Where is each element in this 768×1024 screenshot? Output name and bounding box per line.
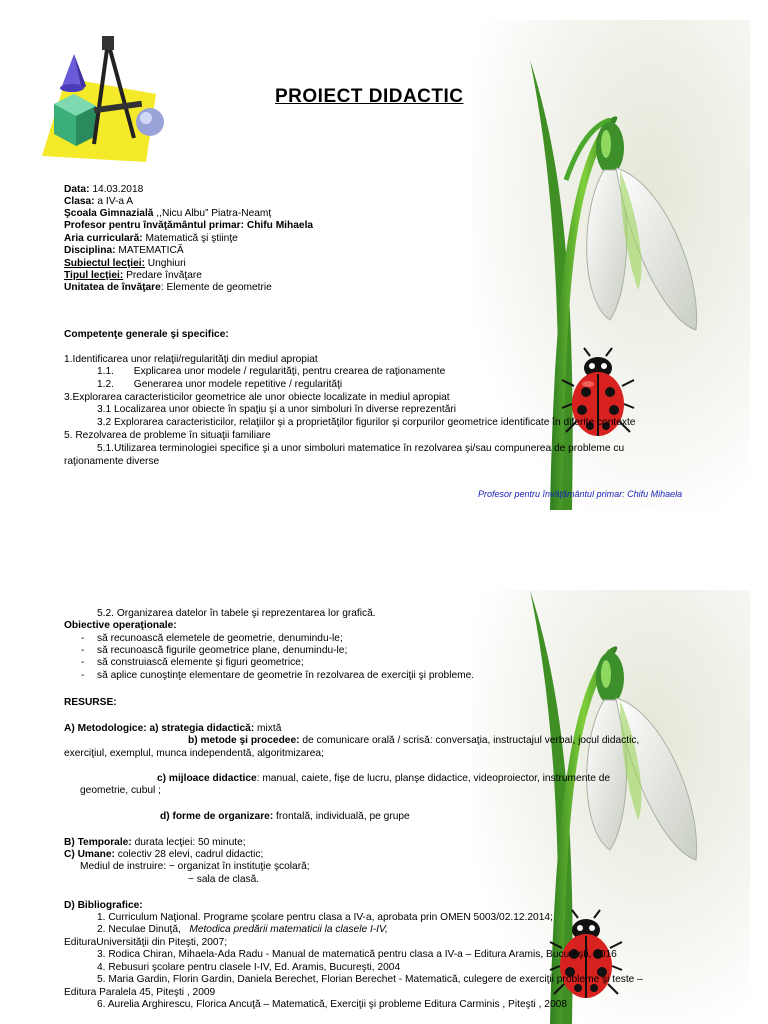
- field-lesson-type: Tipul lecţiei: Predare învăţare: [64, 270, 202, 281]
- organization-forms-line: d) forme de organizare: frontală, individuală, pe grupe: [160, 811, 410, 822]
- environment-line: Mediul de instruire: ~ organizat în instituţie şcolară;: [80, 861, 310, 872]
- page-2: [0, 512, 768, 1024]
- field-discipline: Disciplina: MATEMATICĂ: [64, 245, 184, 256]
- objective-item: - să recunoască figurile geometrice plane, denumindu-le;: [97, 645, 347, 657]
- field-class: Clasa: a IV-a A: [64, 196, 134, 207]
- methods-line: b) metode şi procedee: de comunicare orală / scrisă: conversaţia, instructajul verbal, jocul didactic,: [188, 735, 640, 746]
- human-line: C) Umane: colectiv 28 elevi, cadrul didactic;: [64, 849, 264, 860]
- bibliography-item: 4. Rebusuri şcolare pentru clasele I-IV, Ed. Aramis, Bucureşti, 2004: [97, 962, 401, 973]
- competence-item: 5. Rezolvarea de probleme în situaţii familiare: [64, 430, 271, 441]
- competence-item: 5.2. Organizarea datelor în tabele şi reprezentarea lor grafică.: [97, 608, 376, 619]
- bibliography-item: 2. Neculae Dinuţă, Metodica predării matematicii la clasele I-IV,: [97, 924, 388, 935]
- competence-item: 1.Identificarea unor relaţii/regularităţi din mediul apropiat: [64, 354, 318, 365]
- field-curricular-area: Aria curriculară: Matematică şi ştiinţe: [64, 233, 238, 244]
- field-subject: Subiectul lecţiei: Unghiuri: [64, 258, 186, 269]
- objective-item: - să recunoască elemetele de geometrie, denumindu-le;: [97, 633, 343, 645]
- objectives-heading: Obiective operaţionale:: [64, 620, 177, 631]
- temporal-line: B) Temporale: durata lecţiei: 50 minute;: [64, 837, 246, 848]
- competence-item: 3.Explorarea caracteristicilor geometrice ale unor obiecte localizate in mediul apropiat: [64, 392, 450, 403]
- field-teacher: Profesor pentru învăţământul primar: Chifu Mihaela: [64, 220, 314, 231]
- competence-item: 5.1.Utilizarea terminologiei specifice şi a unor simboluri matematice în rezolvarea şi/sau compunerea de probleme cu: [97, 443, 625, 454]
- page-title: PROIECT DIDACTIC: [275, 86, 464, 107]
- bibliography-item-cont: EdituraUniversităţii din Piteşti, 2007;: [64, 937, 228, 948]
- competence-item: 1.1. Explicarea unor modele / regularităţi, pentru crearea de raţionamente: [97, 366, 446, 377]
- competence-item: raţionamente diverse: [64, 456, 160, 467]
- didactic-means-line: c) mijloace didactice: manual, caiete, fişe de lucru, planşe didactice, videoproiector, instrumente de: [157, 773, 611, 784]
- environment-line-cont: ~ sala de clasă.: [188, 874, 260, 885]
- bibliography-item-cont: Editura Paralela 45, Piteşti , 2009: [64, 987, 216, 998]
- objective-item: - să aplice cunoştinţe elementare de geometrie în rezolvarea de exerciţii şi probleme.: [97, 670, 474, 682]
- field-school: Şcoala Gimnazială ,,Nicu Albu” Piatra-Neamț: [64, 208, 272, 219]
- field-learning-unit: Unitatea de învăţare: Elemente de geometrie: [64, 282, 272, 293]
- competence-item: 1.2. Generarea unor modele repetitive / regularităţi: [97, 379, 343, 390]
- didactic-means-line-cont: geometrie, cubul ;: [80, 785, 161, 796]
- competences-heading: Competenţe generale şi specifice:: [64, 329, 229, 340]
- competence-item: 3.2 Explorarea caracteristicilor, relaţiilor şi a proprietăţilor figurilor şi corpurilor geometrice identificate în diferite contexte: [97, 417, 636, 428]
- geometry-clipart-icon: [36, 34, 170, 166]
- methodological-line: A) Metodologice: a) strategia didactică: mixtă: [64, 723, 282, 734]
- resources-heading: RESURSE:: [64, 697, 117, 708]
- field-date: Data: 14.03.2018: [64, 184, 144, 195]
- bibliography-item: 6. Aurelia Arghirescu, Florica Ancuţă – Matematică, Exerciţii şi probleme Editura Carminis , Piteşti , 2008: [97, 999, 567, 1010]
- bibliography-item: 1. Curriculum Naţional. Programe şcolare pentru clasa a IV-a, aprobata prin OMEN 5003/02.12.2014;: [97, 912, 553, 923]
- methods-line-cont: exerciţiul, exemplul, munca independentă, algoritmizarea;: [64, 748, 324, 759]
- competence-item: 3.1 Localizarea unor obiecte în spaţiu şi a unor simboluri în diverse reprezentări: [97, 404, 457, 415]
- bibliography-heading: D) Bibliografice:: [64, 900, 143, 911]
- footer-signature: Profesor pentru învăţământul primar: Chifu Mihaela: [478, 489, 683, 499]
- bibliography-item: 5. Maria Gardin, Florin Gardin, Daniela Berechet, Florian Berechet - Matematică, culegere de exerciţii probleme şi teste –: [97, 974, 643, 985]
- objective-item: - să construiască elemente şi figuri geometrice;: [97, 657, 304, 669]
- bibliography-item: 3. Rodica Chiran, Mihaela-Ada Radu - Manual de matematică pentru clasa a IV-a – Editura Aramis, Bucureşti, 2016: [97, 949, 617, 960]
